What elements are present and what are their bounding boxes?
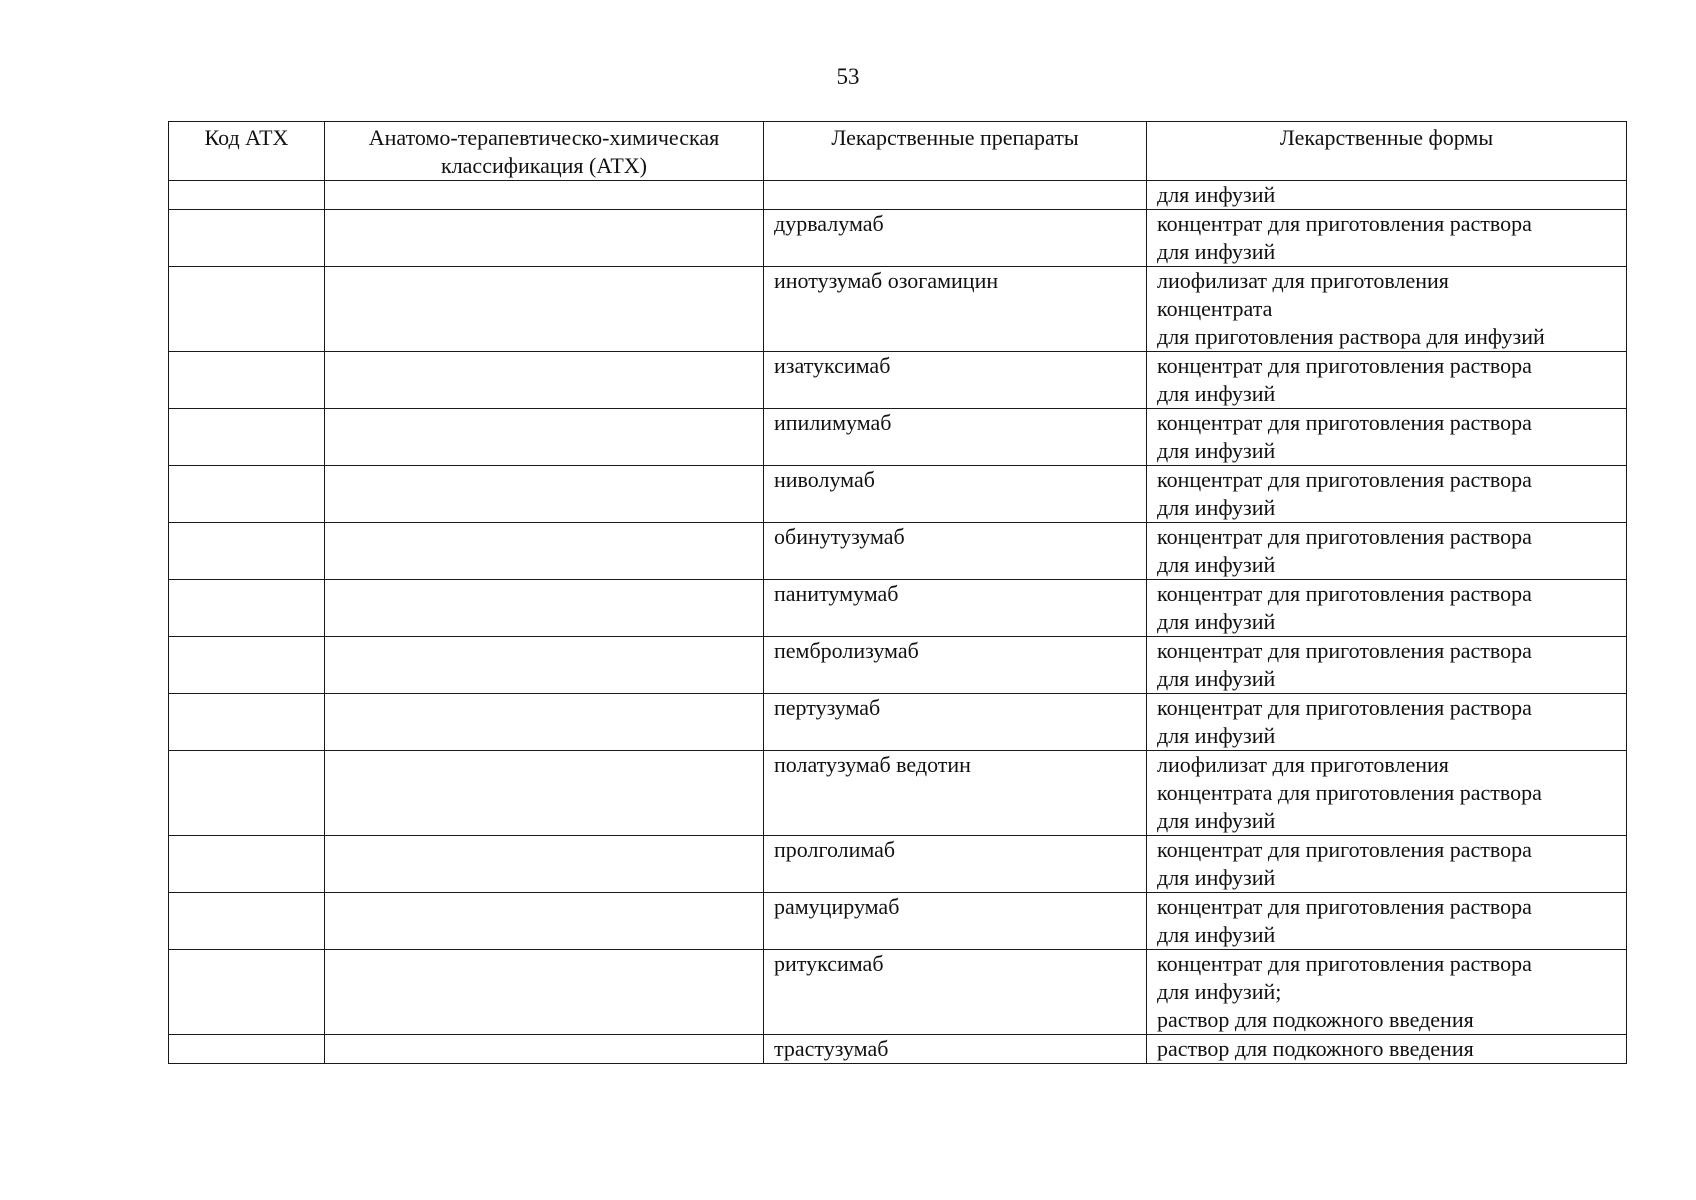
cell-dosage-form [1147,466,1627,523]
cell-atc-classification [325,1035,764,1064]
dosage-form-line: для инфузий [1157,381,1276,406]
cell-atc-classification [325,352,764,409]
table-row [169,210,1627,267]
cell-atc-code [169,267,325,352]
dosage-form-line: лиофилизат для приготовления [1157,752,1449,777]
dosage-form-line: для инфузий [1157,723,1276,748]
dosage-form-line: для инфузий [1157,865,1276,890]
cell-medicine: пролголимаб [764,836,1147,893]
cell-medicine: пертузумаб [764,694,1147,751]
table-row [169,1035,1627,1064]
table-row [169,523,1627,580]
dosage-form-line: концентрата для приготовления раствора [1157,780,1542,805]
cell-atc-classification [325,950,764,1035]
table-row [169,181,1627,210]
cell-atc-code [169,409,325,466]
dosage-form-line: раствор для подкожного введения [1157,1007,1474,1032]
dosage-form-line: концентрат для приготовления раствора [1157,467,1532,492]
cell-atc-code [169,181,325,210]
atc-medicines-table [168,121,1627,1064]
dosage-form-line: концентрат для приготовления раствора [1157,837,1532,862]
table-row [169,893,1627,950]
cell-atc-code [169,466,325,523]
table-row [169,352,1627,409]
cell-dosage-form [1147,836,1627,893]
cell-atc-code [169,950,325,1035]
cell-atc-classification [325,893,764,950]
cell-atc-classification [325,409,764,466]
dosage-form-line: для инфузий [1157,182,1276,207]
cell-medicine [764,181,1147,210]
cell-medicine: ниволумаб [764,466,1147,523]
cell-atc-classification [325,694,764,751]
cell-dosage-form [1147,950,1627,1035]
cell-atc-classification [325,580,764,637]
table-row [169,751,1627,836]
cell-atc-code [169,210,325,267]
header-medicines: Лекарственные препараты [764,122,1147,181]
cell-atc-classification [325,836,764,893]
table-row [169,950,1627,1035]
cell-medicine: трастузумаб [764,1035,1147,1064]
cell-atc-classification [325,523,764,580]
table-row [169,694,1627,751]
dosage-form-line: концентрат для приготовления раствора [1157,410,1532,435]
dosage-form-line: для инфузий [1157,552,1276,577]
dosage-form-line: для приготовления раствора для инфузий [1157,324,1545,349]
dosage-form-line: концентрат для приготовления раствора [1157,695,1532,720]
dosage-form-line: концентрат для приготовления раствора [1157,581,1532,606]
cell-dosage-form [1147,637,1627,694]
dosage-form-line: для инфузий; [1157,979,1282,1004]
cell-atc-code [169,1035,325,1064]
table-row [169,836,1627,893]
cell-medicine: ритуксимаб [764,950,1147,1035]
header-atc-classification: Анатомо-терапевтическо-химическая классификация (АТХ) [325,122,764,181]
cell-dosage-form [1147,694,1627,751]
cell-atc-classification [325,210,764,267]
dosage-form-line: концентрат для приготовления раствора [1157,353,1532,378]
cell-medicine: панитумумаб [764,580,1147,637]
table-body [169,181,1627,1064]
cell-atc-code [169,694,325,751]
dosage-form-line: концентрат для приготовления раствора [1157,894,1532,919]
table-row [169,409,1627,466]
header-dosage-forms: Лекарственные формы [1147,122,1627,181]
cell-dosage-form [1147,409,1627,466]
cell-medicine: ипилимумаб [764,409,1147,466]
dosage-form-line: для инфузий [1157,438,1276,463]
cell-dosage-form [1147,181,1627,210]
dosage-form-line: для инфузий [1157,609,1276,634]
dosage-form-line: для инфузий [1157,239,1276,264]
dosage-form-line: концентрат для приготовления раствора [1157,211,1532,236]
cell-medicine: полатузумаб ведотин [764,751,1147,836]
dosage-form-line: раствор для подкожного введения [1157,1036,1474,1061]
cell-atc-classification [325,637,764,694]
cell-dosage-form [1147,580,1627,637]
cell-dosage-form [1147,267,1627,352]
table-header [169,122,1627,181]
cell-atc-code [169,352,325,409]
dosage-form-line: концентрата [1157,296,1273,321]
page-number: 53 [836,64,860,89]
dosage-form-line: концентрат для приготовления раствора [1157,524,1532,549]
cell-atc-code [169,751,325,836]
cell-atc-classification [325,751,764,836]
dosage-form-line: лиофилизат для приготовления [1157,268,1449,293]
cell-dosage-form [1147,1035,1627,1064]
table-row [169,267,1627,352]
cell-atc-classification [325,466,764,523]
cell-medicine: инотузумаб озогамицин [764,267,1147,352]
cell-dosage-form [1147,523,1627,580]
cell-dosage-form [1147,210,1627,267]
cell-atc-code [169,637,325,694]
cell-dosage-form [1147,893,1627,950]
dosage-form-line: для инфузий [1157,922,1276,947]
cell-medicine: обинутузумаб [764,523,1147,580]
header-atc-code: Код АТХ [169,122,325,181]
cell-medicine: рамуцирумаб [764,893,1147,950]
cell-medicine: изатуксимаб [764,352,1147,409]
dosage-form-line: для инфузий [1157,495,1276,520]
cell-atc-classification [325,181,764,210]
table-row [169,580,1627,637]
cell-atc-code [169,580,325,637]
cell-dosage-form [1147,352,1627,409]
cell-medicine: пембролизумаб [764,637,1147,694]
table-row [169,466,1627,523]
cell-atc-code [169,893,325,950]
table-row [169,637,1627,694]
dosage-form-line: для инфузий [1157,808,1276,833]
cell-dosage-form [1147,751,1627,836]
cell-atc-code [169,836,325,893]
header-row [169,122,1627,181]
dosage-form-line: концентрат для приготовления раствора [1157,951,1532,976]
cell-atc-code [169,523,325,580]
dosage-form-line: для инфузий [1157,666,1276,691]
cell-medicine: дурвалумаб [764,210,1147,267]
cell-atc-classification [325,267,764,352]
dosage-form-line: концентрат для приготовления раствора [1157,638,1532,663]
